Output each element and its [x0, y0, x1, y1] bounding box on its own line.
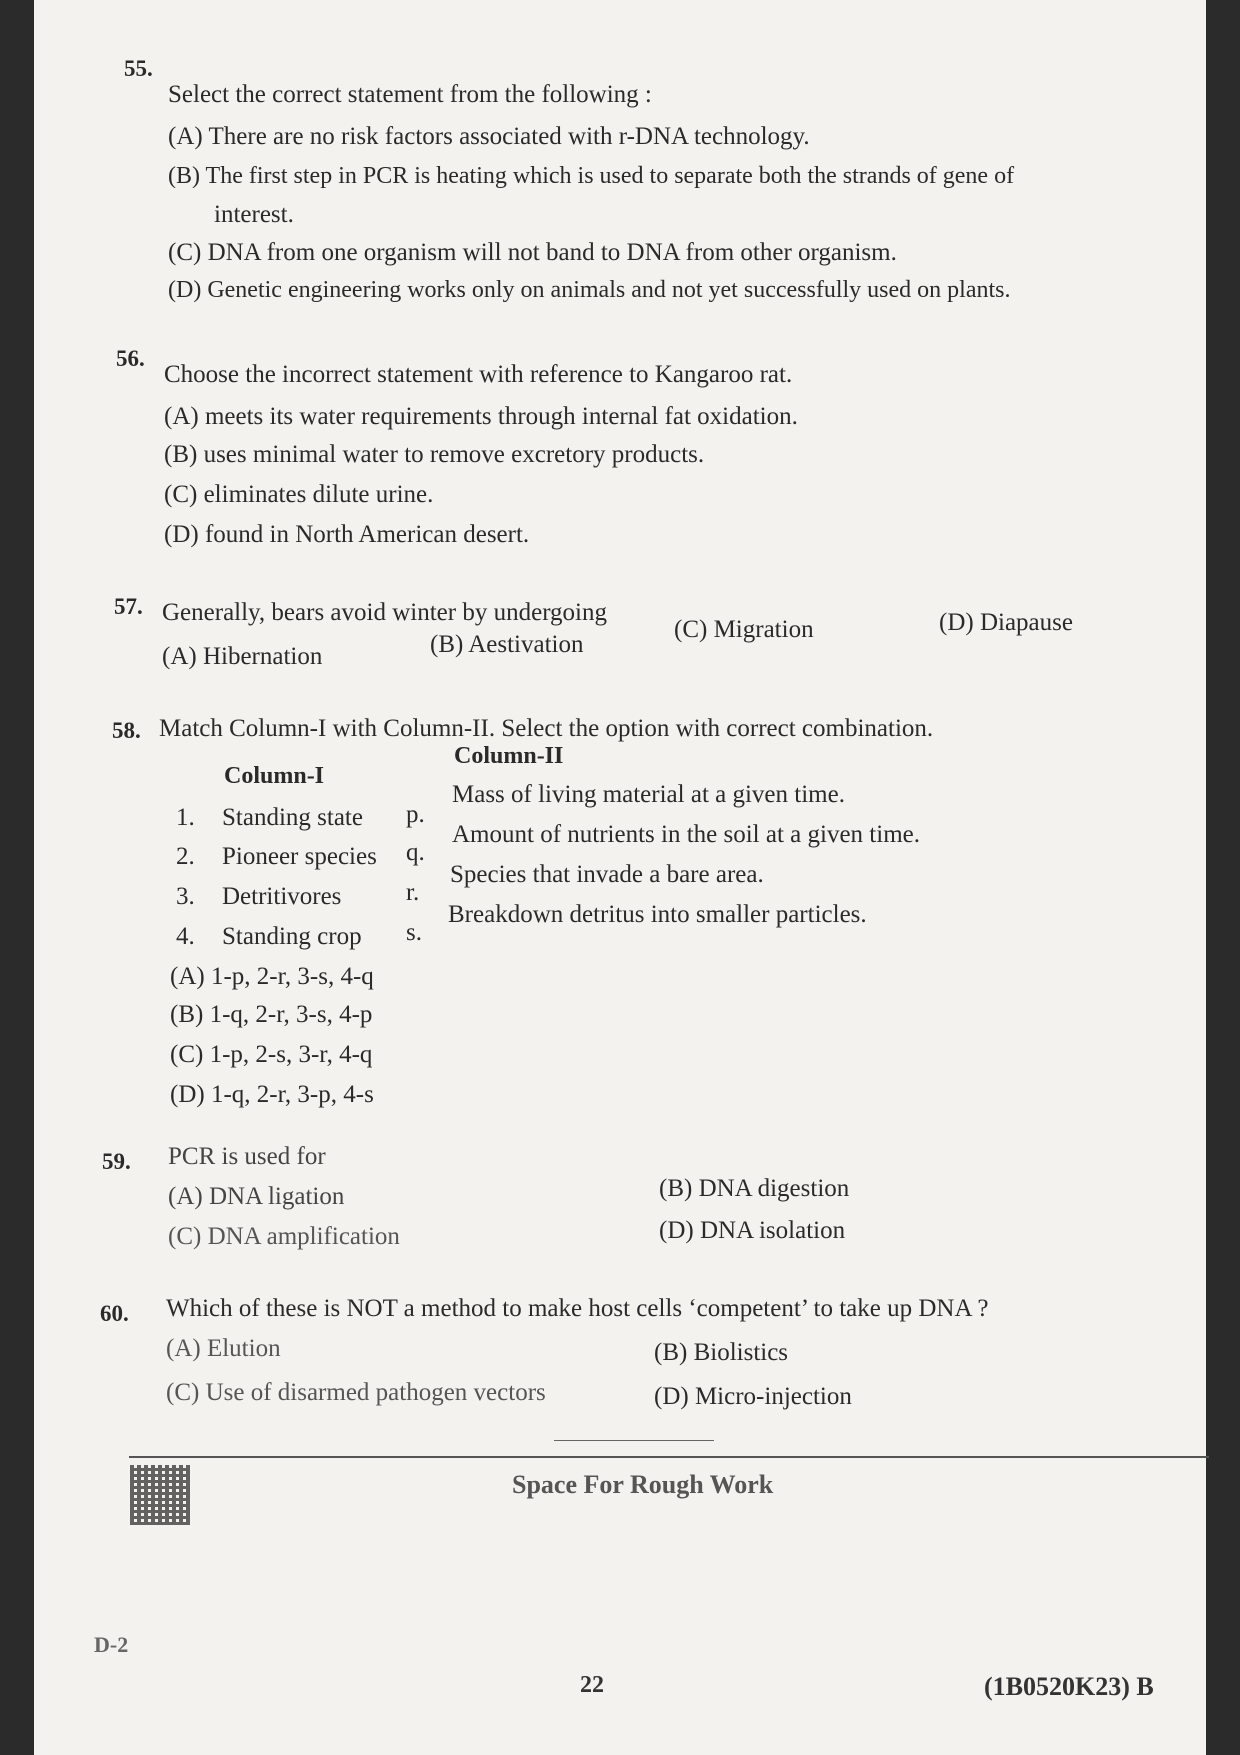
option-b: (B) 1-q, 2-r, 3-s, 4-p: [170, 1001, 373, 1028]
question-number: 58.: [112, 718, 141, 743]
option-d: (D) Micro-injection: [654, 1383, 852, 1410]
option-c: (C) 1-p, 2-s, 3-r, 4-q: [170, 1041, 373, 1068]
row-2-right: Amount of nutrients in the soil at a given time.: [452, 821, 920, 848]
row-1-number: 1.: [176, 804, 195, 831]
row-3-key: r.: [406, 879, 420, 906]
row-1-left: Standing state: [222, 804, 363, 831]
set-code: D-2: [94, 1632, 129, 1657]
option-d: (D) DNA isolation: [659, 1217, 846, 1244]
column-1-heading: Column-I: [224, 763, 325, 789]
option-d: (D) found in North American desert.: [164, 521, 530, 548]
row-4-key: s.: [406, 919, 422, 946]
question-number: 55.: [124, 56, 153, 81]
option-d: (D) Genetic engineering works only on animals and not yet successfully used on plants.: [168, 277, 1011, 303]
option-b: (B) Biolistics: [654, 1339, 789, 1366]
row-3-number: 3.: [176, 883, 195, 910]
rough-work-divider: [129, 1456, 1209, 1458]
rough-work-label: Space For Rough Work: [512, 1470, 774, 1499]
column-2-heading: Column-II: [454, 743, 564, 769]
option-a: (A) There are no risk factors associated with r-DNA technology.: [168, 123, 810, 150]
question-stem: Match Column-I with Column-II. Select the option with correct combination.: [159, 715, 934, 742]
row-3-left: Detritivores: [222, 883, 342, 910]
row-2-left: Pioneer species: [222, 843, 377, 870]
option-b: (B) DNA digestion: [659, 1175, 850, 1202]
question-number: 57.: [114, 594, 143, 619]
option-c: (C) Migration: [674, 616, 814, 643]
option-b: (B) The first step in PCR is heating which is used to separate both the strands of gene of: [168, 163, 1015, 189]
row-1-right: Mass of living material at a given time.: [452, 781, 845, 808]
option-b-continued: interest.: [214, 201, 294, 228]
option-a: (A) Elution: [166, 1335, 281, 1362]
option-c: (C) DNA amplification: [168, 1223, 400, 1250]
question-number: 56.: [116, 346, 145, 371]
option-a: (A) meets its water requirements through internal fat oxidation.: [164, 403, 798, 430]
question-number: 59.: [102, 1149, 131, 1174]
option-a: (A) Hibernation: [162, 643, 323, 670]
page-number: 22: [580, 1672, 604, 1698]
row-4-left: Standing crop: [222, 923, 362, 950]
question-stem: PCR is used for: [168, 1143, 326, 1170]
barcode-icon: [130, 1465, 190, 1525]
option-d: (D) Diapause: [939, 609, 1073, 636]
option-a: (A) 1-p, 2-r, 3-s, 4-q: [170, 963, 374, 990]
paper-code: (1B0520K23) B: [984, 1672, 1154, 1701]
option-c: (C) Use of disarmed pathogen vectors: [166, 1379, 546, 1406]
option-c: (C) eliminates dilute urine.: [164, 481, 434, 508]
row-1-key: p.: [406, 801, 425, 828]
row-2-number: 2.: [176, 843, 195, 870]
question-stem: Generally, bears avoid winter by undergoing: [162, 599, 608, 626]
row-3-right: Species that invade a bare area.: [450, 861, 764, 888]
option-d: (D) 1-q, 2-r, 3-p, 4-s: [170, 1081, 374, 1108]
question-stem: Select the correct statement from the following :: [168, 81, 652, 108]
question-stem: Choose the incorrect statement with reference to Kangaroo rat.: [164, 361, 793, 388]
option-b: (B) uses minimal water to remove excretory products.: [164, 441, 705, 468]
separator-short: [554, 1440, 714, 1441]
exam-page: [34, 0, 1206, 1755]
row-4-number: 4.: [176, 923, 195, 950]
question-stem: Which of these is NOT a method to make host cells ‘competent’ to take up DNA ?: [166, 1295, 989, 1322]
option-b: (B) Aestivation: [430, 631, 584, 658]
row-4-right: Breakdown detritus into smaller particles.: [448, 901, 867, 928]
question-number: 60.: [100, 1301, 129, 1326]
row-2-key: q.: [406, 839, 425, 866]
option-c: (C) DNA from one organism will not band to DNA from other organism.: [168, 239, 897, 266]
option-a: (A) DNA ligation: [168, 1183, 345, 1210]
